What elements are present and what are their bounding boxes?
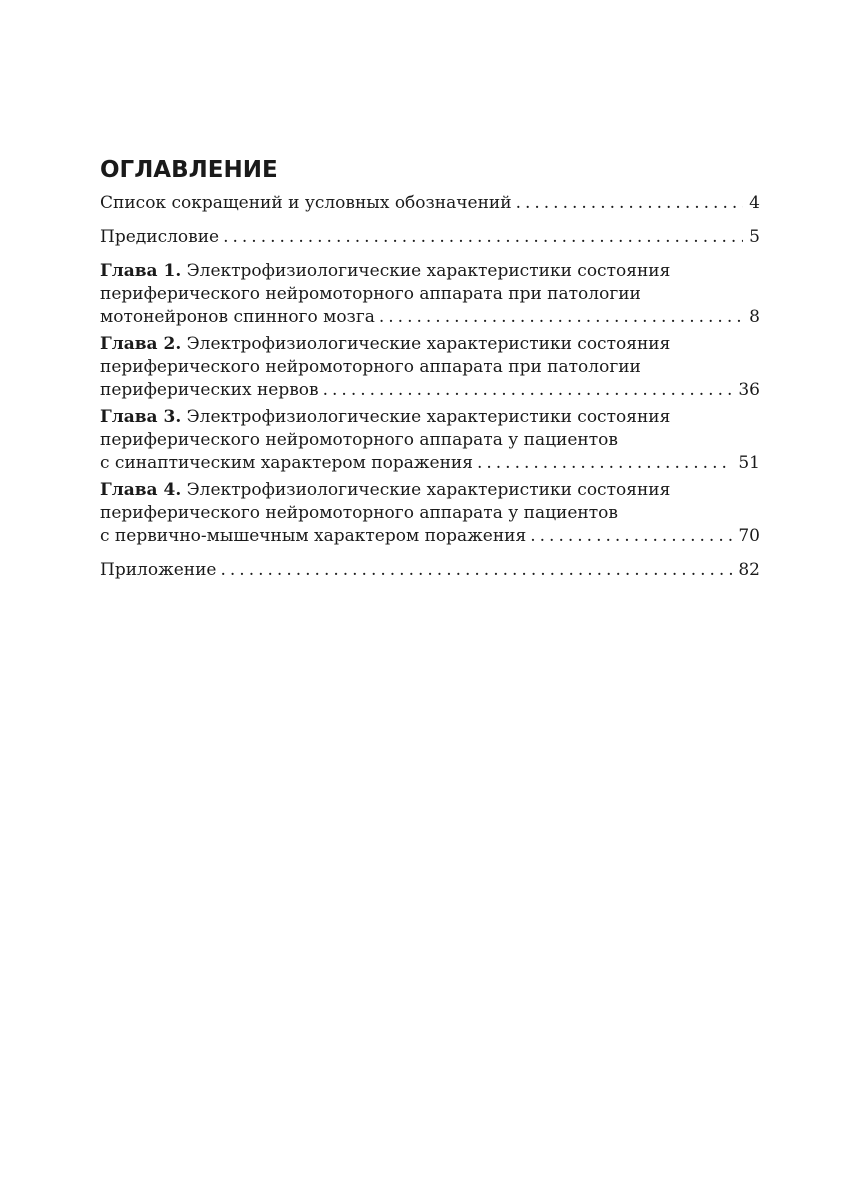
toc-entry-line — [100, 406, 760, 429]
chapter-label: Глава 3. — [100, 407, 182, 427]
toc-entry-line — [100, 306, 760, 329]
toc-entry-text: периферического нейромоторного аппарата при патологии — [100, 284, 641, 304]
toc-entry-text: Электрофизиологические характеристики состояния — [186, 407, 671, 427]
toc-entry-text: Электрофизиологические характеристики состояния — [186, 480, 671, 500]
toc-entry-line — [100, 226, 760, 249]
dot-leader — [223, 226, 743, 249]
toc-entry-line — [100, 525, 760, 548]
toc-page-number: 5 — [749, 227, 760, 247]
chapter-label: Глава 4. — [100, 480, 182, 500]
toc-entry-text: периферического нейромоторного аппарата у пациентов — [100, 503, 618, 523]
toc-entry-line — [100, 559, 760, 582]
toc-entry-line — [100, 452, 760, 475]
toc-entry-abbreviations[interactable] — [100, 192, 760, 215]
toc-page-number: 8 — [749, 307, 760, 327]
toc-entry-text: периферических нервов — [100, 380, 319, 400]
toc-page-number: 82 — [738, 560, 760, 580]
toc-entry-text: периферического нейромоторного аппарата при патологии — [100, 357, 641, 377]
dot-leader — [477, 452, 732, 475]
toc-entry-text: Список сокращений и условных обозначений — [100, 193, 512, 213]
toc-entry-text: мотонейронов спинного мозга — [100, 307, 375, 327]
dot-leader — [379, 306, 743, 329]
dot-leader — [516, 192, 744, 215]
page-title: ОГЛАВЛЕНИЕ — [100, 157, 278, 183]
chapter-label: Глава 1. — [100, 261, 182, 281]
dot-leader — [530, 525, 732, 548]
toc-entry-text: Электрофизиологические характеристики состояния — [186, 334, 671, 354]
toc-entry-text: с синаптическим характером поражения — [100, 453, 473, 473]
toc-entry-chapter-4[interactable] — [100, 479, 760, 548]
toc-entry-text: Предисловие — [100, 227, 220, 247]
toc-entry-chapter-3[interactable] — [100, 406, 760, 475]
toc-page-number: 36 — [738, 380, 760, 400]
toc-entry-line — [100, 260, 760, 283]
toc-entry-text: периферического нейромоторного аппарата у пациентов — [100, 430, 618, 450]
toc-page-number: 4 — [749, 193, 760, 213]
toc-entry-preface[interactable] — [100, 226, 760, 249]
toc-page-number: 51 — [738, 453, 760, 473]
toc-entry-line — [100, 333, 760, 356]
toc-entry-chapter-2[interactable] — [100, 333, 760, 402]
chapter-label: Глава 2. — [100, 334, 182, 354]
toc-entry-text: Электрофизиологические характеристики состояния — [186, 261, 671, 281]
toc-page-number: 70 — [738, 526, 760, 546]
toc-entry-appendix[interactable] — [100, 559, 760, 582]
toc-entry-line — [100, 192, 760, 215]
toc-entry-line — [100, 479, 760, 502]
toc-list — [100, 192, 760, 582]
dot-leader — [323, 379, 733, 402]
toc-page — [100, 152, 760, 593]
toc-entry-text: Приложение — [100, 560, 217, 580]
toc-entry-line — [100, 379, 760, 402]
dot-leader — [221, 559, 733, 582]
toc-entry-text: с первично-мышечным характером поражения — [100, 526, 527, 546]
toc-entry-chapter-1[interactable] — [100, 260, 760, 329]
